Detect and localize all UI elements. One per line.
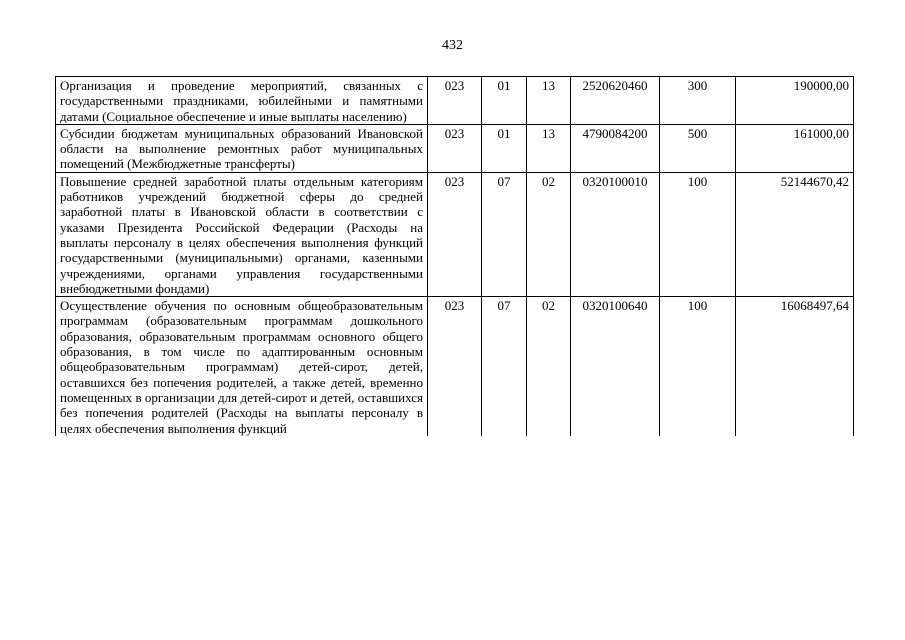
row-target-article-code: 4790084200 bbox=[571, 124, 660, 172]
row-expense-type-code: 100 bbox=[660, 297, 736, 436]
row-description: Субсидии бюджетам муниципальных образований Ивановской области на выполнение ремонтных работ муниципальных помещений (Межбюджетные трансферты) bbox=[56, 124, 428, 172]
row-target-article-code: 2520620460 bbox=[571, 77, 660, 125]
table-row bbox=[56, 77, 854, 125]
table-row bbox=[56, 124, 854, 172]
budget-table bbox=[55, 76, 854, 436]
page-number: 432 bbox=[442, 38, 463, 53]
row-ved-code: 023 bbox=[428, 124, 482, 172]
row-amount: 161000,00 bbox=[736, 124, 854, 172]
row-expense-type-code: 100 bbox=[660, 172, 736, 296]
row-ved-code: 023 bbox=[428, 77, 482, 125]
row-description: Организация и проведение мероприятий, связанных с государственными праздниками, юбилейными и памятными датами (Социальное обеспечение и иные выплаты населению) bbox=[56, 77, 428, 125]
row-expense-type-code: 500 bbox=[660, 124, 736, 172]
row-target-article-code: 0320100640 bbox=[571, 297, 660, 436]
table-row bbox=[56, 297, 854, 436]
row-expense-type-code: 300 bbox=[660, 77, 736, 125]
table-row bbox=[56, 172, 854, 296]
row-description: Осуществление обучения по основным общеобразовательным программам (образовательным программам дошкольного образования, образовательным программам основного общего образования, в том числе по адаптированным основным общеобразовательным программам) детей-сирот, детей, оставшихся без попечения родителей, а также детей, временно помещенных в организации для детей-сирот и детей, оставшихся без попечения родителей (Расходы на выплаты персоналу в целях обеспечения выполнения функций bbox=[56, 297, 428, 436]
row-subsection-code: 02 bbox=[527, 172, 571, 296]
row-description: Повышение средней заработной платы отдельным категориям работников учреждений бюджетной сферы до средней заработной платы в Ивановской области в соответствии с указами Президента Российской Федерации (Расходы на выплаты персоналу в целях обеспечения выполнения функций государственными (муниципальными) органами, казенными учреждениями, органами управления государственными внебюджетными фондами) bbox=[56, 172, 428, 296]
row-subsection-code: 02 bbox=[527, 297, 571, 436]
row-section-code: 01 bbox=[482, 77, 527, 125]
row-amount: 52144670,42 bbox=[736, 172, 854, 296]
row-section-code: 07 bbox=[482, 297, 527, 436]
row-section-code: 07 bbox=[482, 172, 527, 296]
row-target-article-code: 0320100010 bbox=[571, 172, 660, 296]
row-ved-code: 023 bbox=[428, 172, 482, 296]
row-ved-code: 023 bbox=[428, 297, 482, 436]
row-subsection-code: 13 bbox=[527, 77, 571, 125]
row-amount: 16068497,64 bbox=[736, 297, 854, 436]
row-section-code: 01 bbox=[482, 124, 527, 172]
row-amount: 190000,00 bbox=[736, 77, 854, 125]
row-subsection-code: 13 bbox=[527, 124, 571, 172]
